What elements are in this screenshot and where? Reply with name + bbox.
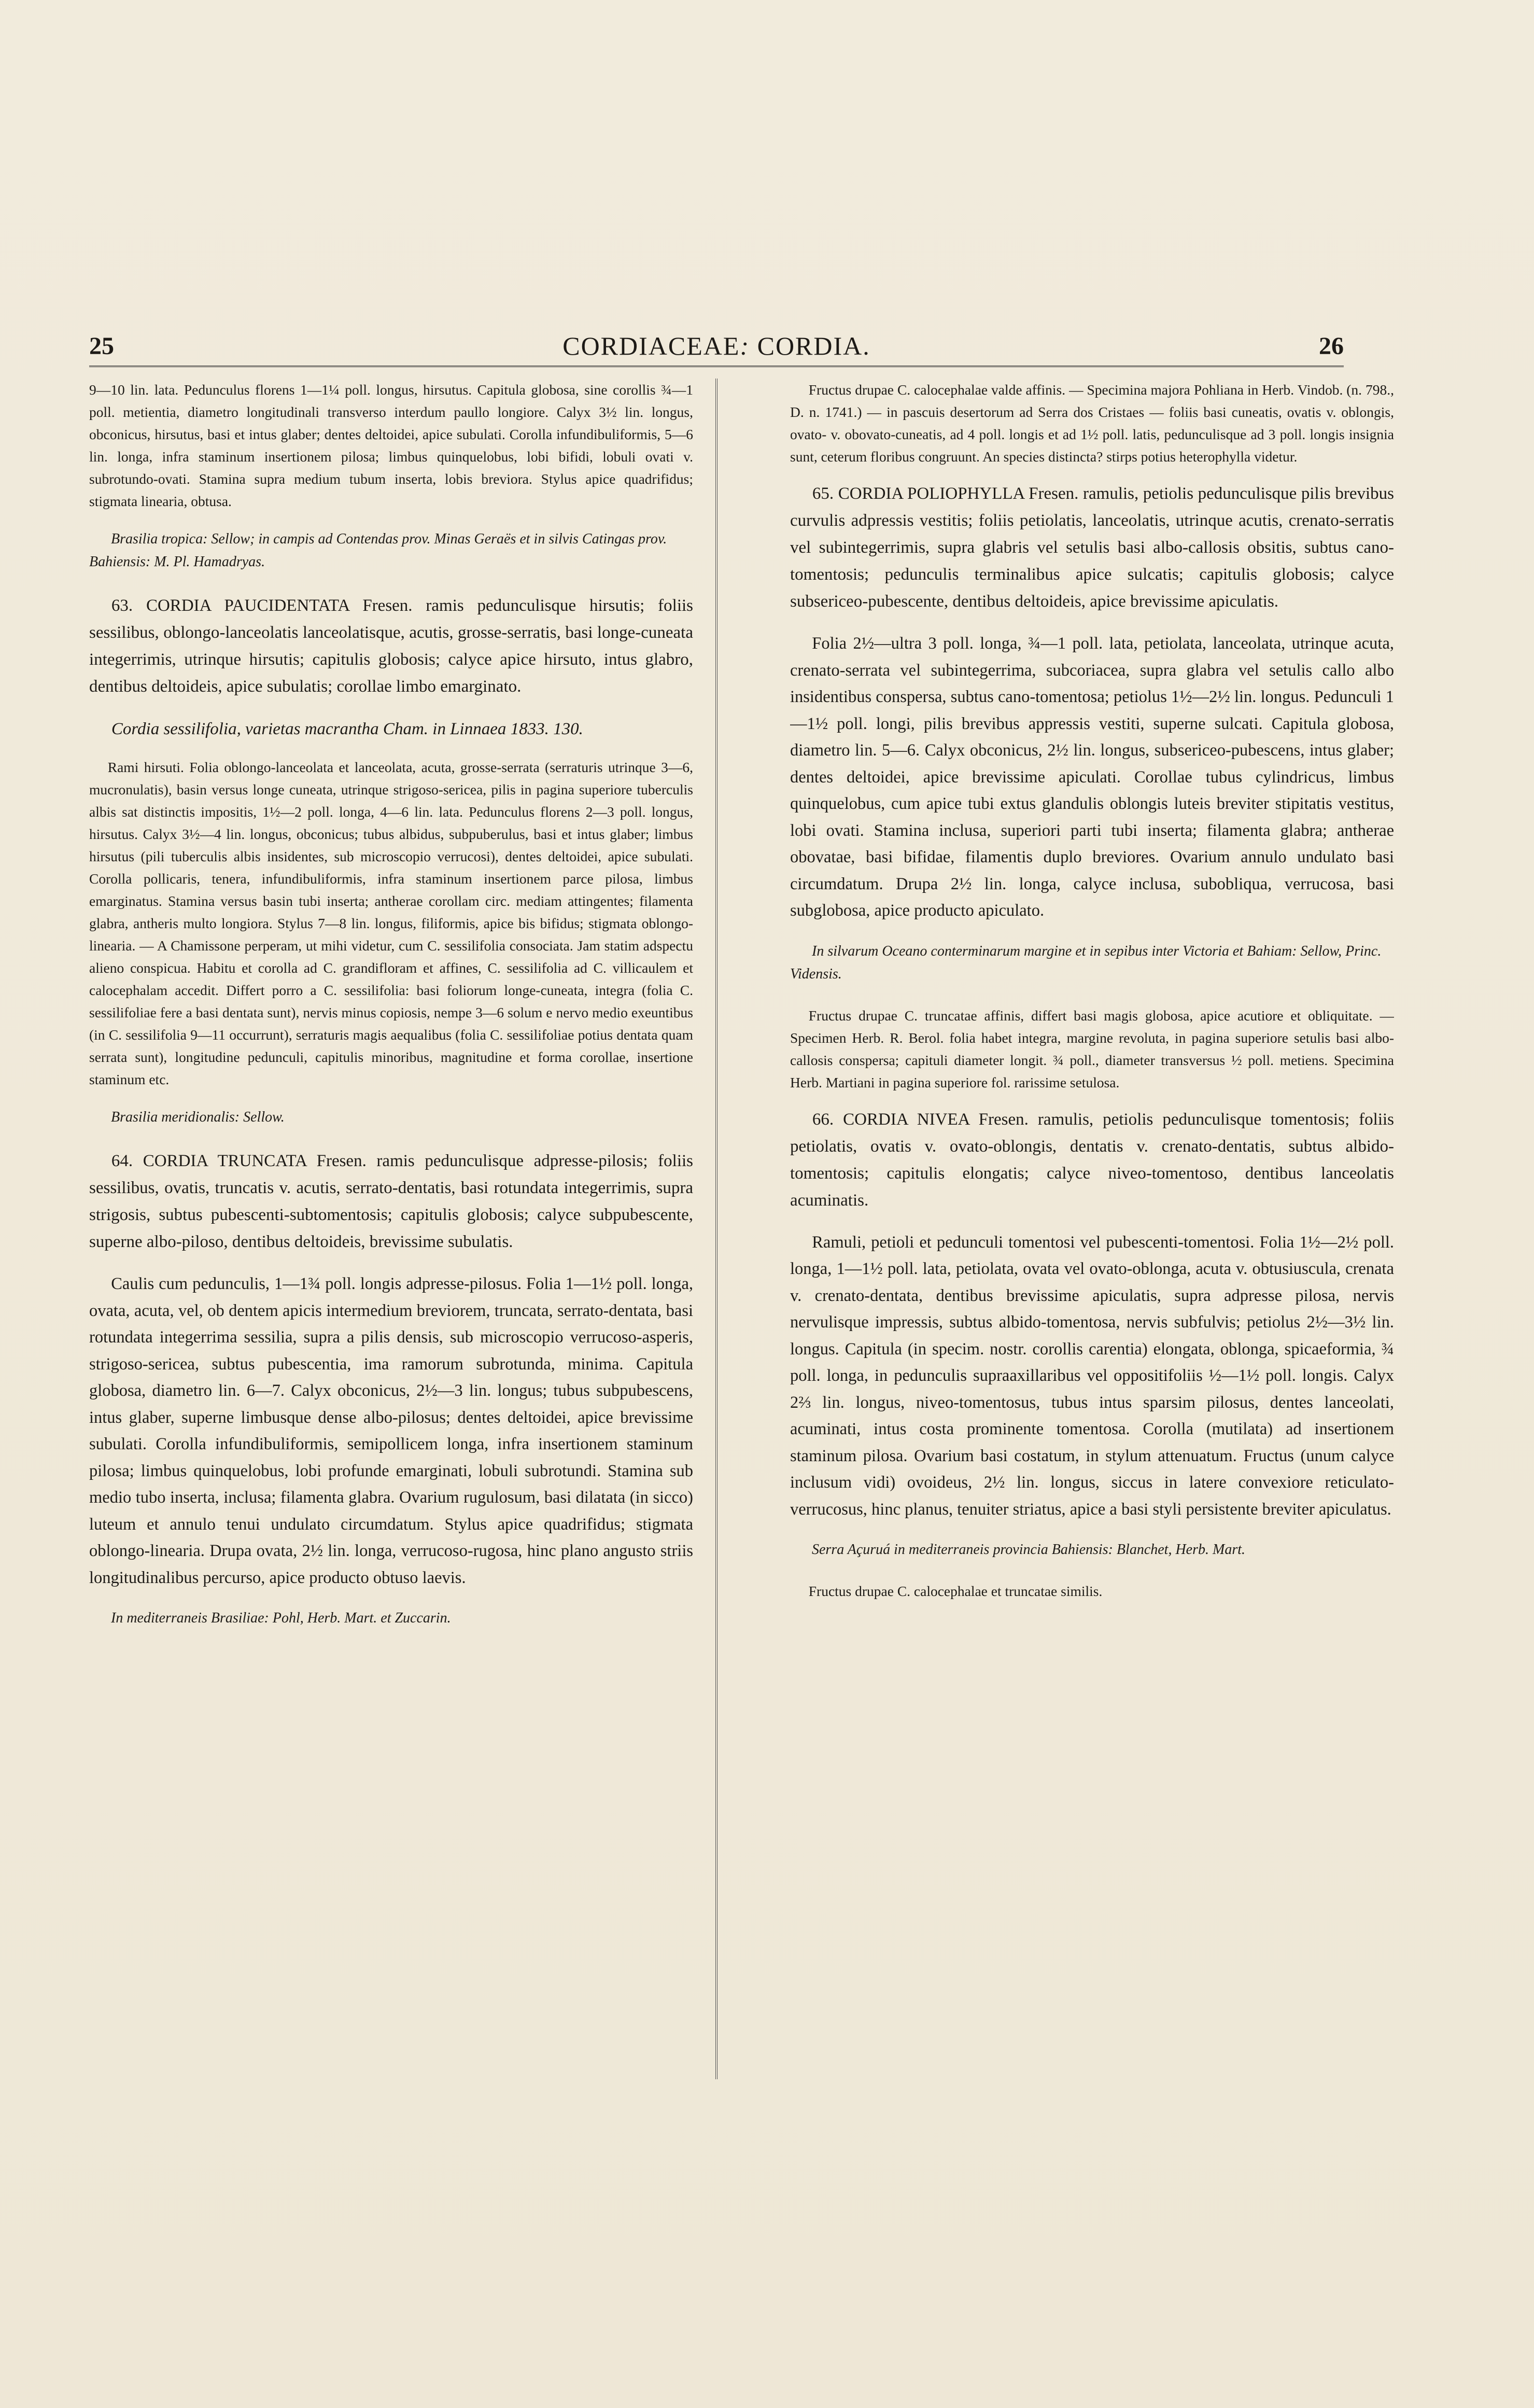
paragraph-note-66: Fructus drupae C. calocephalae et truncatae similis. <box>808 1583 1103 1599</box>
genus-name: CORDIA. <box>757 331 870 360</box>
page-number-right: 26 <box>1319 332 1344 360</box>
paragraph-description-63: Rami hirsuti. Folia oblongo-lanceolata et lanceolata, acuta, grosse-serrata (serraturis utrinque 3—6, mucronulatis), basin versus longe cuneata, utrinque strigoso-sericea, pilis in pagina superiore tuberculis albis sat distinctis impositis, 1½—2 poll. longa, 4—6 lin. lata. Pedunculus florens 2—3 poll. longus, hirsutus. Calyx 3½—4 lin. longus, obconicus; tubus albidus, subpuberulus, basi et intus glaber; limbus hirsutus (pili tuberculis albis insidentes, sub microscopio verrucosi), dentes deltoidei, apice subulati. Corolla pollicaris, tenera, infundibuliformis, infra staminum insertionem parce pilosa, limbus emarginatus. Stamina versus basin tubi inserta; antherae corollam circ. mediam attingentes; filamenta glabra, antheris multo longiora. Stylus 7—8 lin. longus, filiformis, apice bis bifidus; stigmata oblongo-linearia. — A Chamissone perperam, ut mihi videtur, cum C. sessilifolia consociata. Jam statim adspectu alieno conspicua. Habitu et corolla ad C. grandifloram et affines, C. sessilifolia ad C. villicaulem et calocephalam accedit. Differt porro a C. sessilifolia: basi foliorum longe-cuneata, integra (folia C. sessilifoliae fere a basi dentata sunt), nervis minus copiosis, nempe 3—6 solum e nervo medio exeuntibus (in C. sessilifolia 9—11 occurrunt), serraturis magis aequalibus (folia C. sessilifoliae potius dentata quam serrata sunt), longitudine pedunculi, capitulis minoribus, magnitudine et forma corollae, insertione staminum etc. <box>89 759 693 1087</box>
header-rule <box>89 366 1344 367</box>
family-name: CORDIACEAE <box>562 331 740 360</box>
paragraph-note-64: Fructus drupae C. calocephalae valde affinis. — Specimina majora Pohliana in Herb. Vindob. (n. 798., D. n. 1741.) — in pascuis desertorum ad Serra dos Cristaes — foliis basi cuneatis, ovatis v. oblongis, ovato- v. obovato-cuneatis, ad 4 poll. longis et ad 1½ poll. latis, pedunculisque ad 3 poll. longis insignia sunt, ceterum floribus congruunt. An species distincta? stirps potius heterophylla videtur. <box>790 382 1394 465</box>
right-column <box>790 379 1394 2090</box>
locality-64: In mediterraneis Brasiliae: Pohl, Herb. Mart. et Zuccarin. <box>111 1610 451 1626</box>
locality-63: Brasilia meridionalis: Sellow. <box>111 1109 285 1125</box>
locality-65: In silvarum Oceano conterminarum margine et in sepibus inter Victoria et Bahiam: Sellow, Princ. Vidensis. <box>790 943 1382 982</box>
left-column <box>89 379 693 2090</box>
title-separator: : <box>740 331 750 360</box>
species-heading-66: 66. CORDIA NIVEA Fresen. ramulis, petiolis pedunculisque tomentosis; foliis petiolatis, ovatis v. ovato-oblongis, dentatis v. crenato-dentatis, subtus albido-tomentosis; capitulis elongatis; calyce niveo-tomentoso, dentibus lanceolatis acuminatis. <box>790 1110 1394 1210</box>
species-heading-65: 65. CORDIA POLIOPHYLLA Fresen. ramulis, petiolis pedunculisque pilis brevibus curvulis adpressis vestitis; foliis petiolatis, lanceolatis, utrinque acutis, crenato-serratis vel subintegerrimis, supra glabris vel setulis basi albo-callosis obsitis, subtus cano-tomentosis; pedunculis terminalibus apice sulcatis; capitulis globosis; calyce subsericeo-pubescente, dentibus deltoideis, apice brevissime apiculatis. <box>790 484 1394 611</box>
running-title <box>89 331 1344 361</box>
paragraph-description-62: 9—10 lin. lata. Pedunculus florens 1—1¼ poll. longus, hirsutus. Capitula globosa, sine corollis ¾—1 poll. metientia, diametro longitudinali transverso interdum paullo longiore. Calyx 3½ lin. longus, obconicus, hirsutus, basi et intus glaber; dentes deltoidei, apice subulati. Corolla infundibuliformis, 5—6 lin. longa, infra staminum insertionem pilosa; limbus quinquelobus, lobi bifidi, lobuli ovati v. subrotundo-ovati. Stamina supra medium tubum inserta, lobis breviora. Stylus apice quadrifidus; stigmata linearia, obtusa. <box>89 382 693 509</box>
paragraph-description-65: Folia 2½—ultra 3 poll. longa, ¾—1 poll. lata, petiolata, lanceolata, utrinque acuta, crenato-serrata vel subintegerrima, subcoriacea, supra glabra vel setulis callo albo insidentibus conspersa, subtus cano-tomentosa; petiolus 1½—2½ lin. longus. Pedunculi 1—1½ poll. longi, pilis brevibus appressis vestiti, superne sulcati. Capitula globosa, diametro lin. 5—6. Calyx obconicus, 2½ lin. longus, subsericeo-pubescens, intus glaber; dentes deltoidei, apice brevissime apiculati. Corollae tubus cylindricus, limbus quinquelobus, cum apice tubi extus glandulis oblongis luteis breviter stipitatis vestitus, lobi ovati. Stamina inclusa, superiori parti tubi inserta; filamenta glabra; antherae obovatae, basi bifidae, filamentis duplo breviores. Ovarium annulo undulato basi circumdatum. Drupa 2½ lin. longa, calyce inclusa, subobliqua, verrucosa, basi subglobosa, apice producto apiculato. <box>790 634 1394 920</box>
running-header <box>89 332 1344 363</box>
paragraph-description-66: Ramuli, petioli et pedunculi tomentosi vel pubescenti-tomentosi. Folia 1½—2½ poll. longa, 1—1½ poll. lata, petiolata, ovata vel ovato-oblonga, acuta v. obtusiuscula, crenata v. crenato-dentata, dentibus brevissime apiculatis, supra adpresse pilosa, nervis nervulisque impressis, subtus albido-tomentosa, nervis subfulvis; petiolus 2½—3½ lin. longus. Capitula (in specim. nostr. corollis carentia) elongata, oblonga, spicaeformia, ¾ poll. longa, in pedunculis supraaxillaribus vel oppositifoliis ½—1½ poll. longis. Calyx 2⅔ lin. longus, niveo-tomentosus, tubus intus sparsim pilosus, dentes lanceolati, acuminati, intus costa prominente tomentosa. Corolla (mutilata) ad insertionem staminum pilosa. Ovarium basi costatum, in stylum attenuatum. Fructus (unum calyce inclusum vidi) ovoideus, 2½ lin. longus, siccus in latere convexiore reticulato-verrucosus, hinc planus, tenuiter striatus, apice a basi styli persistente breviter apiculatus. <box>790 1233 1394 1519</box>
paragraph-description-64: Caulis cum pedunculis, 1—1¾ poll. longis adpresse-pilosus. Folia 1—1½ poll. longa, ovata, acuta, vel, ob dentem apicis intermedium breviorem, truncata, serrato-dentata, basi rotundata integerrima sessilia, supra a pilis densis, sub microscopio verrucoso-asperis, strigoso-sericea, subtus pubescentia, ima ramorum subrotunda, minima. Capitula globosa, diametro lin. 6—7. Calyx obconicus, 2½—3 lin. longus; tubus subpubescens, intus glaber, superne limbusque dense albo-pilosus; dentes deltoidei, apice brevissime subulati. Corolla infundibuliformis, semipollicem longa, infra insertionem staminum pilosa; limbus quinquelobus, lobi profunde emarginati, lobuli subrotundi. Stamina sub medio tubo inserta, inclusa; filamenta glabra. Ovarium rugulosum, basi dilatata (in sicco) luteum et annulo tenui undulato circumdatum. Stylus apice quadrifidus; stigmata oblongo-linearia. Drupa ovata, 2½ lin. longa, verrucoso-rugosa, hinc plano angusto striis longitudinalibus percurso, apice producto obtuso laevis. <box>89 1275 693 1587</box>
species-heading-64: 64. CORDIA TRUNCATA Fresen. ramis pedunculisque adpresse-pilosis; foliis sessilibus, ovatis, truncatis v. acutis, serrato-dentatis, basi rotundata integerrimis, supra strigosis, subtus pubescenti-subtomentosis; capitulis globosis; calyce subpubescente, superne albo-piloso, dentibus deltoideis, brevissime subulatis. <box>89 1152 693 1251</box>
paragraph-note-65: Fructus drupae C. truncatae affinis, differt basi magis globosa, apice acutiore et obliquitate. — Specimen Herb. R. Berol. folia habet integra, margine revoluta, in pagina superiore setulis basi albo-callosis conspersa; capituli diameter longit. ¾ poll., diameter transversus ½ poll. metiens. Specimina Herb. Martiani in pagina superiore fol. rarissime setulosa. <box>790 1007 1394 1090</box>
locality-66: Serra Açuruá in mediterraneis provincia Bahiensis: Blanchet, Herb. Mart. <box>812 1542 1245 1558</box>
synonym-63: Cordia sessilifolia, varietas macrantha Cham. in Linnaea 1833. 130. <box>111 720 583 738</box>
species-heading-63: 63. CORDIA PAUCIDENTATA Fresen. ramis pedunculisque hirsutis; foliis sessilibus, oblongo-lanceolatis lanceolatisque, acutis, grosse-serratis, basi longe-cuneata integerrimis, utrinque hirsutis; capitulis globosis; calyce apice hirsuto, intus glabro, dentibus deltoideis, apice subulatis; corollae limbo emarginato. <box>89 596 693 696</box>
locality-62: Brasilia tropica: Sellow; in campis ad Contendas prov. Minas Geraës et in silvis Catingas prov. Bahiensis: M. Pl. Hamadryas. <box>89 531 667 570</box>
column-divider <box>715 379 717 2079</box>
page-number-left: 25 <box>89 332 114 360</box>
